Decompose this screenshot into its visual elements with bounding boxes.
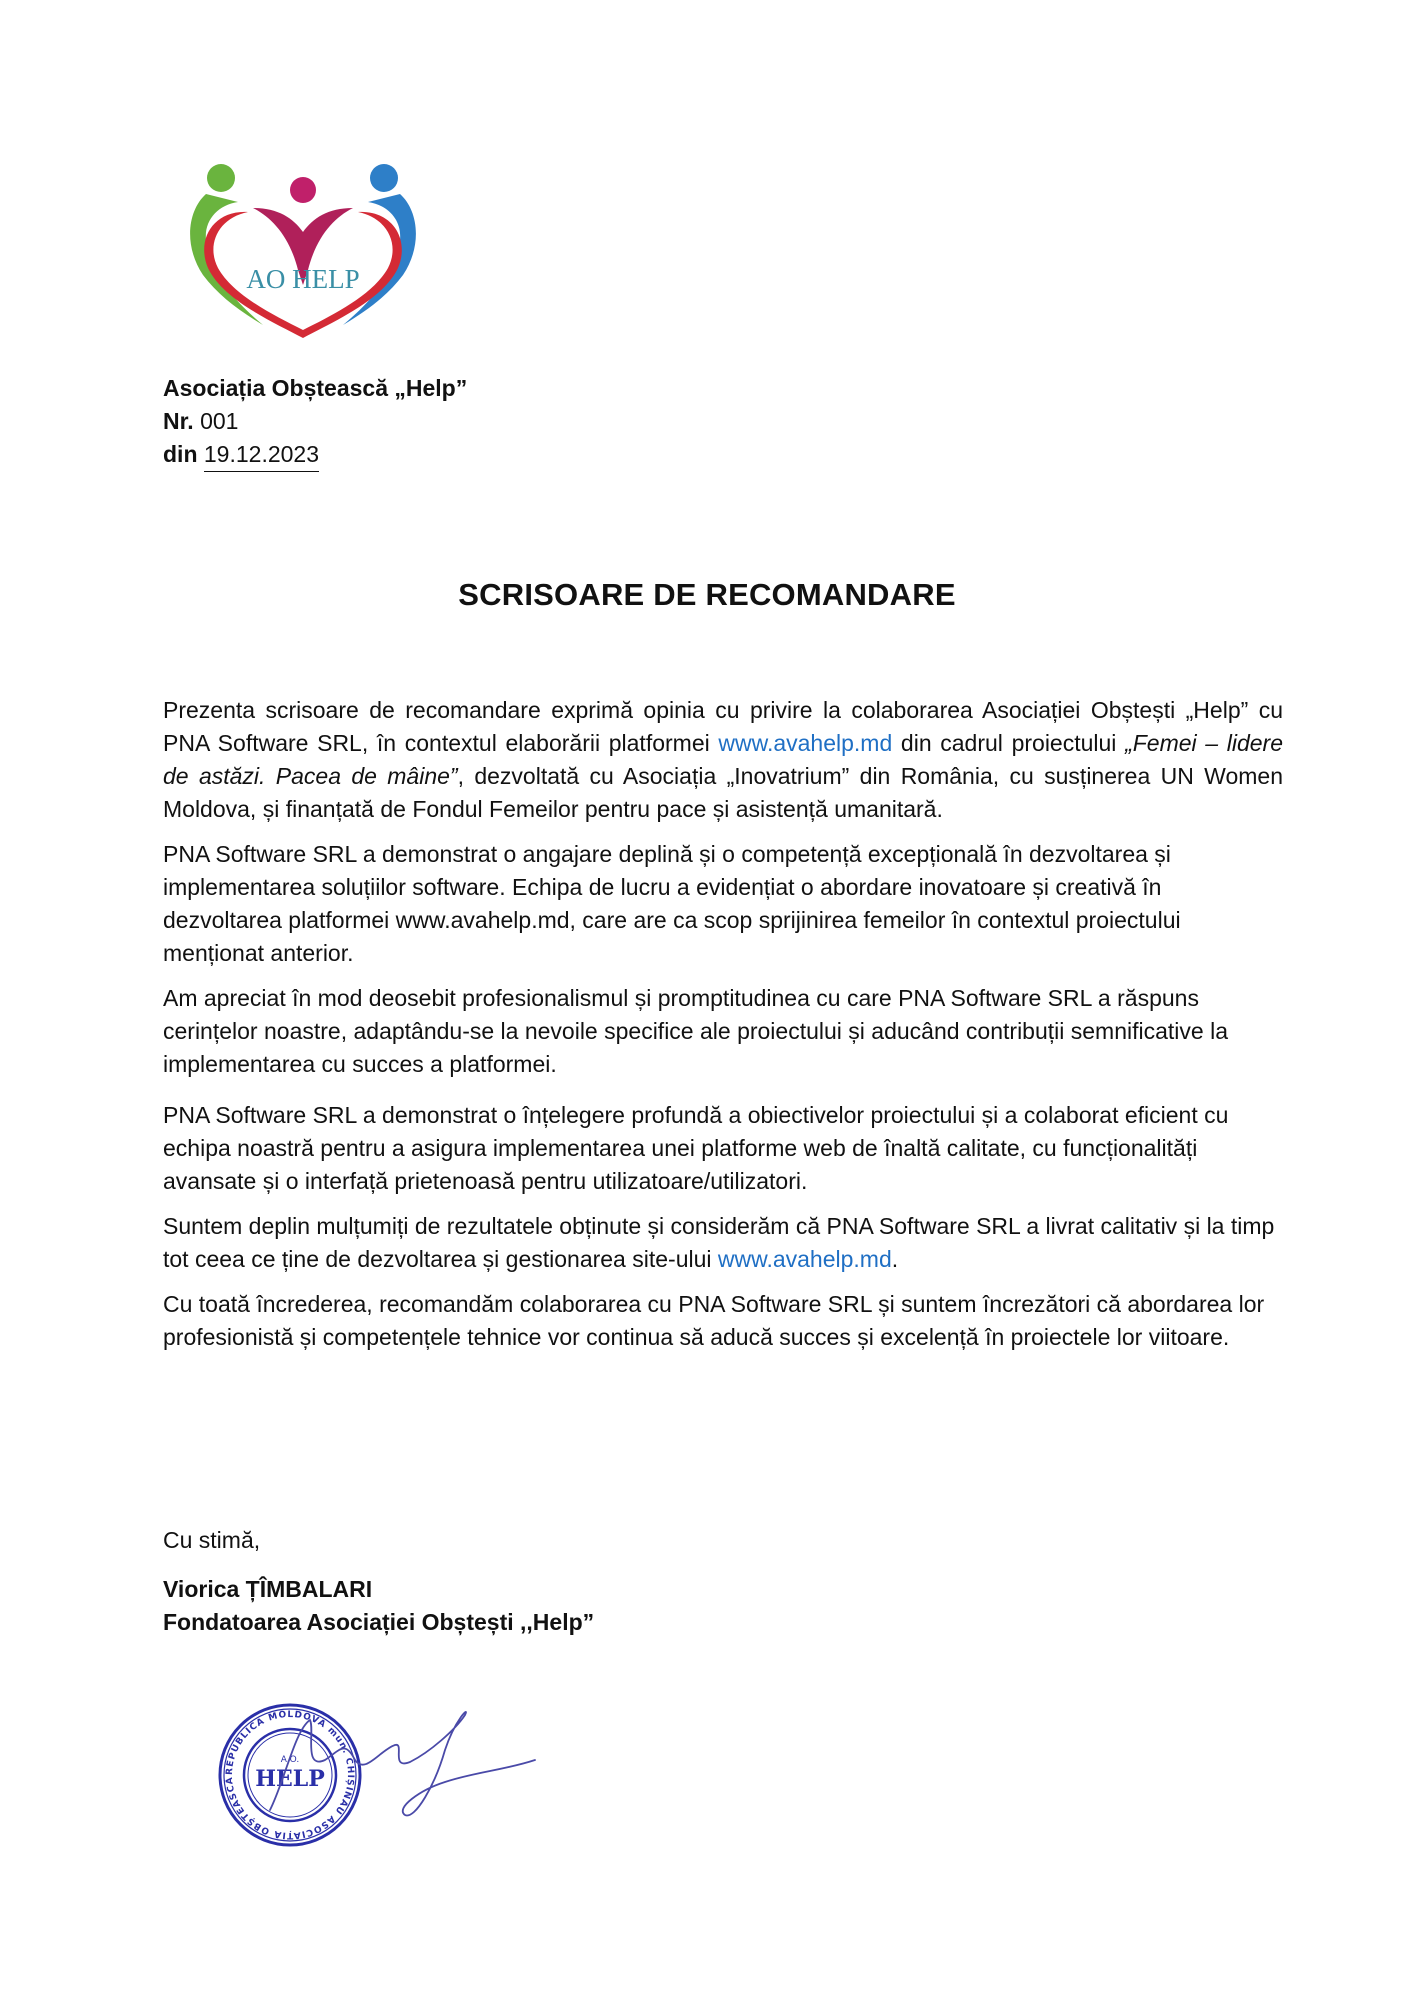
logo-left-person-head-icon	[207, 164, 235, 192]
signatory-name: Viorica ȚÎMBALARI	[163, 1576, 373, 1602]
ao-help-logo	[178, 160, 428, 340]
paragraph-3: Am apreciat în mod deosebit profesionalismul și promptitudinea cu care PNA Software SRL a răspuns cerințelor noastre, adaptându-se la nevoile specifice ale proiectului și aducând contribuții semnificative la implementarea cu succes a platformei.	[163, 985, 1228, 1077]
letter-body	[163, 694, 1283, 1366]
signatory-block	[163, 1573, 594, 1639]
date-label: din	[163, 441, 198, 467]
stamp-center-text: HELP	[255, 1766, 325, 1792]
paragraph-5-text-a: Suntem deplin mulțumiți de rezultatele obținute și considerăm că PNA Software SRL a livrat calitativ și la timp tot ceea ce ține de dezvoltarea și gestionarea site-ului	[163, 1213, 1275, 1272]
project-name: „Femei – lidere de astăzi. Pacea de mâine”	[163, 730, 1284, 789]
letter-title: SCRISOARE DE RECOMANDARE	[458, 577, 956, 612]
avahelp-link-2[interactable]: www.avahelp.md	[717, 1246, 892, 1272]
letter-header	[163, 372, 467, 471]
paragraph-1-text-c: , dezvoltată cu Asociația „Inovatrium” din România, cu susținerea UN Women Moldova, și finanțată de Fondul Femeilor pentru pace și asistență umanitară.	[163, 763, 1284, 822]
logo-center-person-head-icon	[290, 177, 316, 203]
stamp-and-signature	[215, 1690, 545, 1860]
stamp-ring-text: REPUBLICA MOLDOVA mun. CHIȘINĂU ASOCIAȚIA OBȘTEASCĂ	[224, 1709, 356, 1841]
paragraph-4: PNA Software SRL a demonstrat o înțelegere profundă a obiectivelor proiectului și a colaborat eficient cu echipa noastră pentru a asigura implementarea unei platforme web de înaltă calitate, cu funcționalități avansate și o interfață prietenoasă pentru utilizatoare/utilizatori.	[163, 1102, 1229, 1194]
paragraph-1-text-a: Prezenta scrisoare de recomandare exprimă opinia cu privire la colaborarea Asociației Obștești „Help” cu PNA Software SRL, în contextul elaborării platformei	[163, 697, 1283, 756]
paragraph-1-text-b: din cadrul proiectului	[892, 730, 1126, 756]
avahelp-link[interactable]: www.avahelp.md	[718, 730, 893, 756]
number-label: Nr.	[163, 408, 194, 434]
paragraph-5-text-b: .	[891, 1246, 899, 1272]
closing-salutation: Cu stimă,	[163, 1527, 261, 1553]
paragraph-5	[163, 1210, 1283, 1276]
paragraph-2: PNA Software SRL a demonstrat o angajare deplină și o competență excepțională în dezvoltarea și implementarea soluțiilor software. Echipa de lucru a evidențiat o abordare inovatoare și creativă în dezvoltarea platformei www.avahelp.md, care are ca scop sprijinirea femeilor în contextul proiectului menționat anterior.	[163, 841, 1181, 966]
stamp-top-text: A.O.	[280, 1755, 300, 1765]
number-value: 001	[200, 408, 239, 434]
paragraph-6: Cu toată încrederea, recomandăm colaborarea cu PNA Software SRL și suntem încrezători că abordarea lor profesionistă și competențele tehnice vor continua să aducă succes și excelență în proiectele lor viitoare.	[163, 1291, 1265, 1350]
logo-right-person-head-icon	[370, 164, 398, 192]
date-value: 19.12.2023	[204, 441, 319, 472]
signature-icon	[270, 1712, 535, 1816]
logo-text: AO HELP	[246, 264, 360, 294]
paragraph-1	[163, 694, 1283, 826]
organization-name: Asociația Obștească „Help”	[163, 375, 468, 401]
signatory-role: Fondatoarea Asociației Obștești ,,Help”	[163, 1609, 595, 1635]
